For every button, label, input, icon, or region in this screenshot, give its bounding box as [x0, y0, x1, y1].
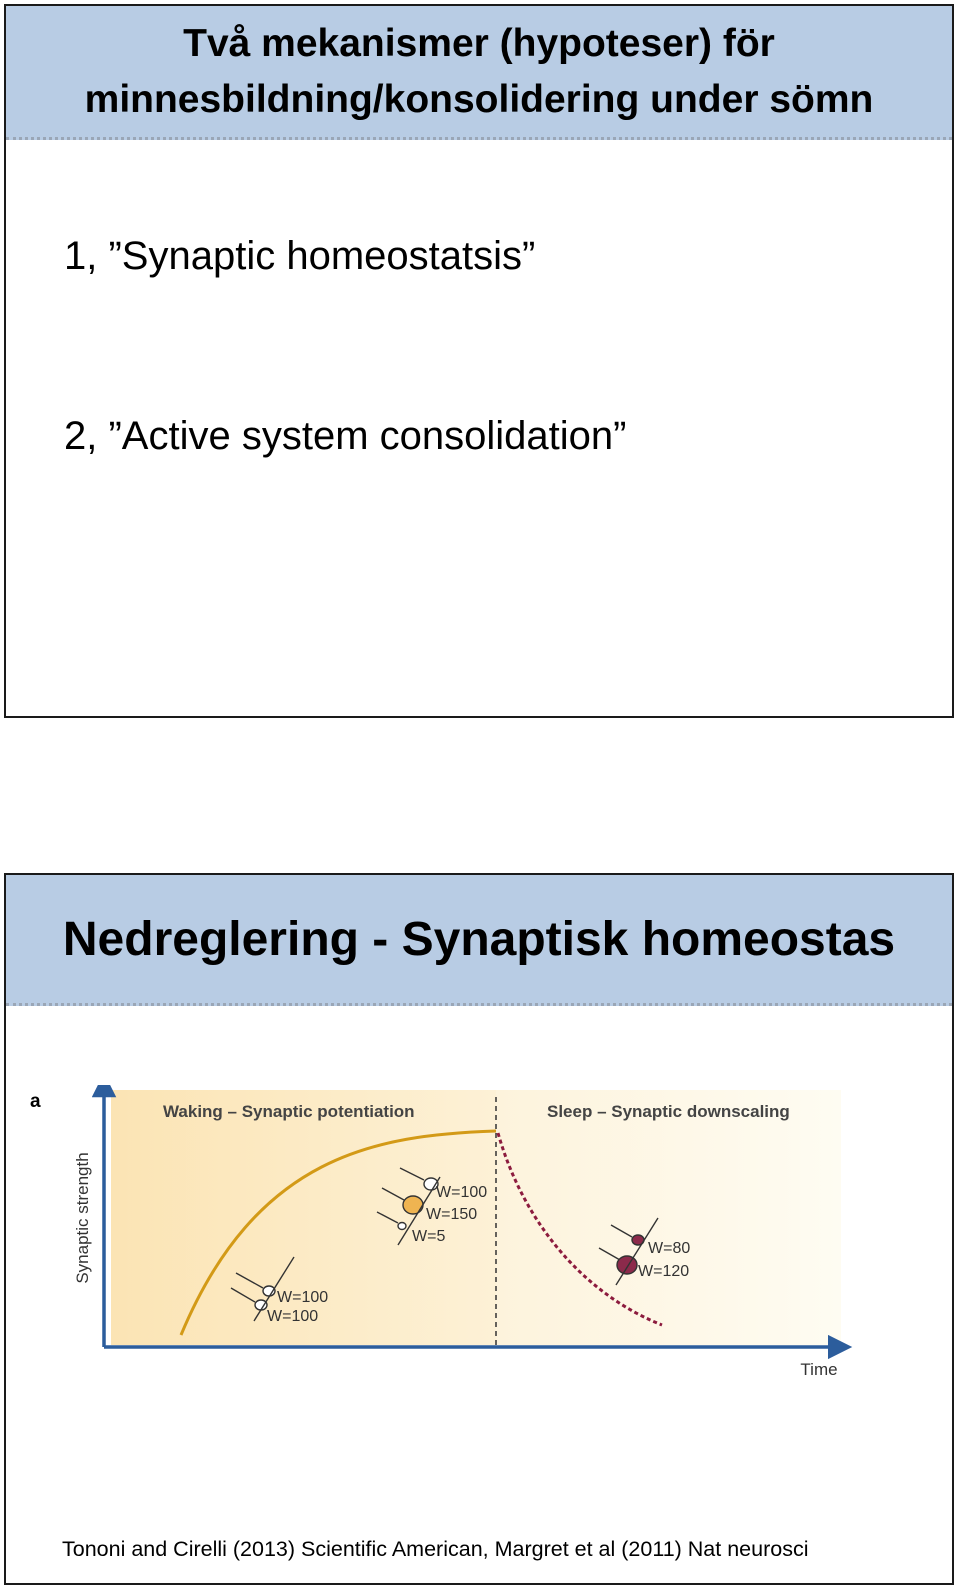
y-axis-label: Synaptic strength	[73, 1152, 92, 1284]
group-1-w2: W=100	[267, 1308, 319, 1325]
slide-2-title	[6, 875, 952, 1006]
x-axis-label: Time	[800, 1360, 838, 1379]
group-2-w1: W=100	[436, 1184, 488, 1201]
bullet-active-system-consolidation: 2, ”Active system consolidation”	[64, 414, 627, 458]
slide-2	[4, 873, 954, 1585]
waking-heading: Waking – Synaptic potentiation	[163, 1102, 415, 1121]
group-2-w2: W=150	[426, 1206, 478, 1223]
group-3-w1: W=80	[648, 1240, 691, 1257]
citation: Tononi and Cirelli (2013) Scientific American, Margret et al (2011) Nat neurosci	[62, 1537, 809, 1561]
group-3-w2: W=120	[638, 1263, 690, 1280]
slide-2-title-text: Nedreglering - Synaptisk homeostas	[62, 912, 896, 966]
synaptic-homeostasis-figure	[26, 1085, 856, 1395]
slide-1-title-line-1: Två mekanismer (hypoteser) för	[183, 21, 775, 65]
sleep-background	[496, 1090, 841, 1345]
slide-1-title-line-2: minnesbildning/konsolidering under sömn	[84, 77, 874, 121]
group-1-w1: W=100	[277, 1289, 329, 1306]
slide-1-title	[6, 6, 952, 140]
panel-letter: a	[30, 1091, 41, 1112]
sleep-heading: Sleep – Synaptic downscaling	[547, 1102, 790, 1121]
group-2-w3: W=5	[412, 1228, 446, 1245]
slide-1	[4, 4, 954, 718]
bullet-synaptic-homeostasis: 1, ”Synaptic homeostatsis”	[64, 234, 536, 278]
